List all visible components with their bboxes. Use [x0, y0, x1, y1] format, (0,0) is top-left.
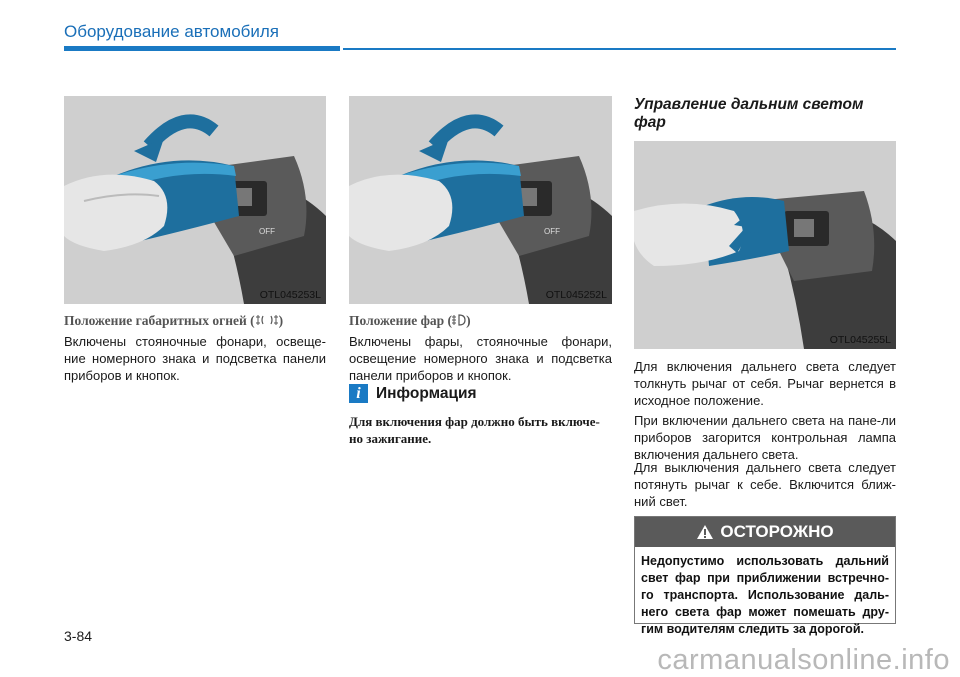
high-beam-heading: Управление дальним светом фар [634, 96, 864, 131]
info-title: Информация [376, 384, 477, 402]
high-beam-paragraph-3: Для выключения дальнего света следует потянуть рычаг к себе. Включится ближ-ний свет. [634, 460, 896, 509]
figure-caption: OTL045252L [545, 289, 607, 301]
parking-lights-heading: Положение габаритных огней ( ) [64, 313, 284, 328]
warning-header [635, 517, 895, 547]
page-number: 3-84 [64, 628, 93, 644]
svg-text:OFF: OFF [259, 227, 275, 236]
lever-illustration [349, 96, 612, 304]
parking-light-icon [255, 314, 279, 330]
figure-caption: OTL045253L [259, 289, 321, 301]
headlight-icon [452, 314, 466, 330]
figure-caption: OTL045255L [829, 334, 891, 346]
info-icon: i [349, 384, 368, 403]
svg-text:OFF: OFF [544, 227, 560, 236]
header-rule [343, 48, 896, 50]
figure-headlights [349, 96, 612, 304]
lever-illustration [634, 141, 896, 349]
figure-parking-lights [64, 96, 326, 304]
info-block-header [349, 384, 477, 403]
warning-box [634, 516, 896, 636]
high-beam-paragraph-2: При включении дальнего света на пане-ли приборов загорится контрольная лампа включения дальнего света. [634, 413, 896, 462]
headlights-heading: Положение фар ( ) [349, 313, 471, 328]
high-beam-paragraph-1: Для включения дальнего света следует толкнуть рычаг от себя. Рычаг вернется в исходное положение. [634, 359, 896, 408]
figure-high-beam [634, 141, 896, 349]
warning-triangle-icon [696, 524, 714, 540]
header-rule-accent [64, 46, 340, 51]
section-title: Оборудование автомобиля [64, 22, 280, 41]
info-text: Для включения фар должно быть включе-но зажигание. [349, 414, 600, 446]
warning-text: Недопустимо использовать дальний свет фар при приближении встречно-го транспорта. Использование даль-него света фар может помешать дру-гим водителям следить за дорогой. [641, 554, 889, 636]
lever-illustration [64, 96, 326, 304]
warning-title: ОСТОРОЖНО [720, 522, 834, 541]
headlights-paragraph: Включены фары, стояночные фонари, освещение номерного знака и подсветка панели приборов и кнопок. [349, 334, 612, 383]
watermark: carmanualsonline.info [657, 644, 950, 676]
parking-lights-paragraph: Включены стояночные фонари, освеще-ние номерного знака и подсветка панели приборов и кнопок. [64, 334, 326, 383]
